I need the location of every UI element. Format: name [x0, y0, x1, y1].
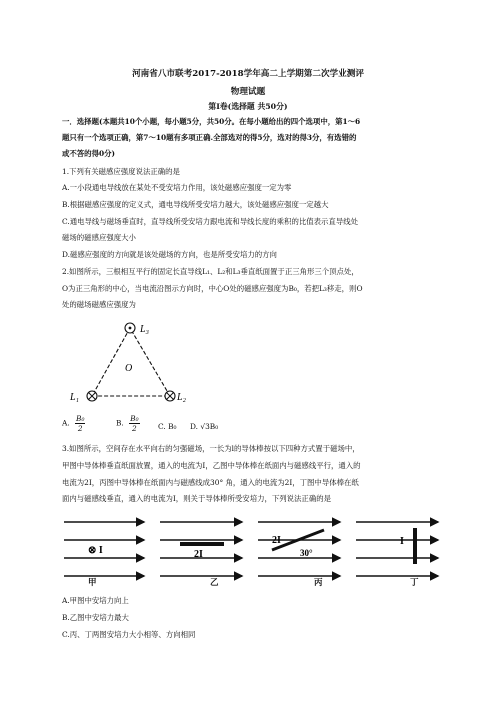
- wire-l3-dot-icon: [125, 323, 135, 333]
- q3-field-figure: [62, 514, 442, 590]
- angle-30-label: 30°: [300, 548, 313, 558]
- panel-label-yi: 乙: [210, 578, 219, 588]
- q3-stem-line-3: 电流为2I，丙图中导体棒在纸面内与磁感线成30° 角，通入的电流为2I，丁图中导体棒在纸: [62, 478, 359, 487]
- current-2i-bing: 2I: [272, 535, 281, 546]
- current-2i-yi: 2I: [194, 549, 203, 560]
- q3-option-a: A.甲图中安培力向上: [62, 596, 129, 605]
- panel-label-jia: 甲: [88, 578, 97, 588]
- instructions-line-3: 或不答的得0分): [62, 149, 115, 158]
- panel-yi: [160, 522, 242, 576]
- label-o: O: [125, 363, 133, 374]
- current-i-ding: I: [400, 536, 404, 547]
- q1-option-d: D.磁感应强度的方向就是该处磁场的方向，也是所受安培力的方向: [62, 250, 277, 259]
- instructions-line-1: 一．选择题(本题共10个小题，每小题5分，共50分。在每小题给出的四个选项中，第1～6: [62, 117, 361, 126]
- q1-option-a: A.一小段通电导线放在某处不受安培力作用，该处磁感应强度一定为零: [62, 183, 292, 192]
- instructions-line-2: 题只有一个选项正确，第7～10题有多项正确.全部选对的得5分，选对的得3分，有选错的: [62, 133, 357, 142]
- panel-jia: [64, 522, 144, 576]
- q1-option-b: B.根据磁感应强度的定义式，通电导线所受安培力越大，该处磁感应强度一定越大: [62, 200, 329, 209]
- q3-stem-line-1: 3.如图所示，空间存在水平向右的匀强磁场，一长为l的导体棒按以下四种方式置于磁场中，: [62, 444, 360, 453]
- q3-option-b: B.乙图中安培力最大: [62, 613, 129, 622]
- q2-option-d: D. √3B₀: [190, 422, 219, 431]
- label-l1: L₁: [70, 392, 80, 403]
- q1-stem: 1.下列有关磁感应强度说法正确的是: [62, 167, 180, 176]
- q2-option-b: B. $\frac{\text{B₀}}{2}$: [116, 414, 139, 433]
- panel-label-ding: 丁: [410, 578, 419, 588]
- q2-triangle-figure: [64, 316, 214, 408]
- q2-option-a: A. $\frac{\text{B₀}}{2}$: [62, 414, 85, 433]
- doc-subject: 物理试题: [230, 87, 266, 97]
- q1-option-c: C.通电导线与磁场垂直时，直导线所受安培力跟电流和导线长度的乘积的比值表示直导线处: [62, 217, 358, 226]
- current-i-jia: ⊗ I: [88, 545, 103, 556]
- q3-option-c: C.丙、丁两图安培力大小相等、方向相同: [62, 630, 196, 639]
- panel-label-bing: 丙: [314, 578, 323, 588]
- doc-title: 河南省八市联考2017-2018学年高二上学期第二次学业测评: [132, 69, 364, 79]
- wire-l1-cross-icon: [87, 391, 97, 401]
- q2-option-c: C. B₀: [158, 422, 177, 431]
- q2-stem-line-3: 处的磁场磁感应强度为: [62, 300, 136, 309]
- q2-stem-line-2: O为正三角形的中心，当电流沿图示方向时，中心O处的磁感应强度为B₀，若把L₃移走，则O: [62, 284, 363, 293]
- label-l2: L₂: [177, 392, 187, 403]
- panel-bing: [258, 522, 340, 576]
- wire-l2-cross-icon: [165, 391, 175, 401]
- q3-stem-line-2: 甲图中导体棒垂直纸面放置，通入的电流为I，乙图中导体棒在纸面内与磁感线平行，通入的: [62, 461, 361, 470]
- panel-ding: [356, 522, 438, 576]
- q2-stem-line-1: 2.如图所示，三根相互平行的固定长直导线L₁、L₂和L₃垂直纸面置于正三角形三个顶点处，: [62, 267, 359, 276]
- q3-stem-line-4: 面内与磁感线垂直，通入的电流为I，则关于导体棒所受安培力，下列说法正确的是: [62, 494, 331, 503]
- section-heading: 第Ⅰ卷(选择题 共50分): [208, 102, 288, 111]
- label-l3: L₃: [140, 324, 150, 335]
- q1-option-c-cont: 磁场的磁感应强度大小: [62, 233, 136, 242]
